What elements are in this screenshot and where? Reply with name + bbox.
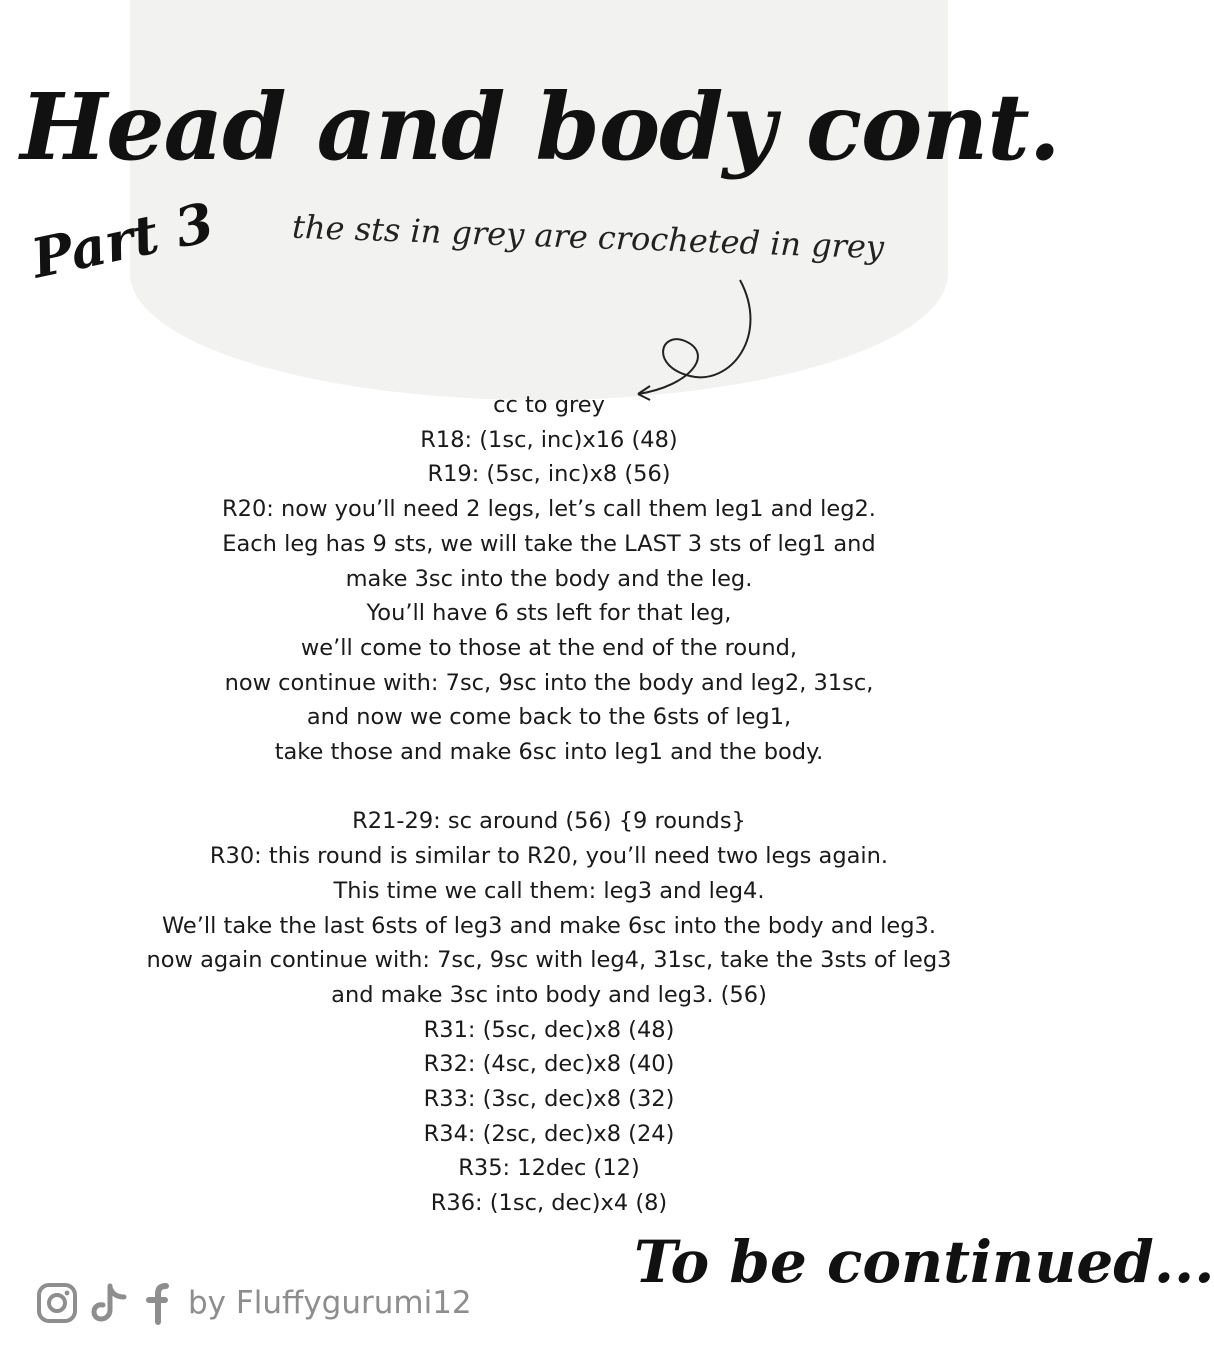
instruction-line: You’ll have 6 sts left for that leg, (366, 600, 732, 627)
instruction-line: take those and make 6sc into leg1 and the body. (274, 739, 824, 766)
tiktok-icon[interactable] (92, 1282, 128, 1324)
instruction-line: R33: (3sc, dec)x8 (32) (423, 1086, 675, 1113)
instruction-line: R31: (5sc, dec)x8 (48) (423, 1016, 675, 1043)
instruction-line: we’ll come to those at the end of the round, (300, 634, 798, 661)
pattern-instructions (60, 388, 1038, 1221)
page-title: Head and body cont. (20, 73, 1060, 181)
instruction-line: R18: (1sc, inc)x16 (48) (420, 426, 678, 453)
instruction-line: Each leg has 9 sts, we will take the LAST 3 sts of leg1 and (222, 530, 876, 557)
title-background-shape (130, 0, 948, 400)
instruction-line: R20: now you’ll need 2 legs, let’s call them leg1 and leg2. (222, 496, 876, 523)
instruction-spacer (60, 770, 1038, 805)
to-be-continued-label: To be continued... (634, 1228, 1214, 1296)
facebook-icon[interactable] (142, 1282, 168, 1324)
social-footer (36, 1282, 472, 1324)
instruction-line: R30: this round is similar to R20, you’ll need two legs again. (209, 843, 889, 870)
instruction-line: R34: (2sc, dec)x8 (24) (423, 1120, 675, 1147)
instruction-line: and now we come back to the 6sts of leg1, (306, 704, 792, 731)
grey-stitches-note: the sts in grey are crocheted in grey (291, 207, 885, 267)
instruction-line: cc to grey (493, 392, 605, 418)
instruction-line: and make 3sc into body and leg3. (56) (331, 981, 767, 1008)
curved-arrow-icon (620, 276, 770, 406)
instruction-line: R19: (5sc, inc)x8 (56) (427, 461, 671, 488)
instruction-line: This time we call them: leg3 and leg4. (333, 877, 765, 904)
part-label: Part 3 (26, 189, 220, 291)
instruction-line: make 3sc into the body and the leg. (345, 565, 753, 592)
creator-handle: by Fluffygurumi12 (188, 1285, 472, 1321)
instruction-line: R36: (1sc, dec)x4 (8) (430, 1190, 668, 1217)
instruction-line: now continue with: 7sc, 9sc into the body and leg2, 31sc, (224, 669, 874, 696)
instruction-line: now again continue with: 7sc, 9sc with leg4, 31sc, take the 3sts of leg3 (146, 947, 952, 974)
instruction-line: We’ll take the last 6sts of leg3 and make 6sc into the body and leg3. (161, 912, 937, 939)
instruction-line: R21-29: sc around (56) {9 rounds} (352, 808, 746, 835)
instruction-line: R32: (4sc, dec)x8 (40) (423, 1051, 675, 1078)
instruction-line: R35: 12dec (12) (458, 1155, 640, 1182)
instagram-icon[interactable] (36, 1282, 78, 1324)
